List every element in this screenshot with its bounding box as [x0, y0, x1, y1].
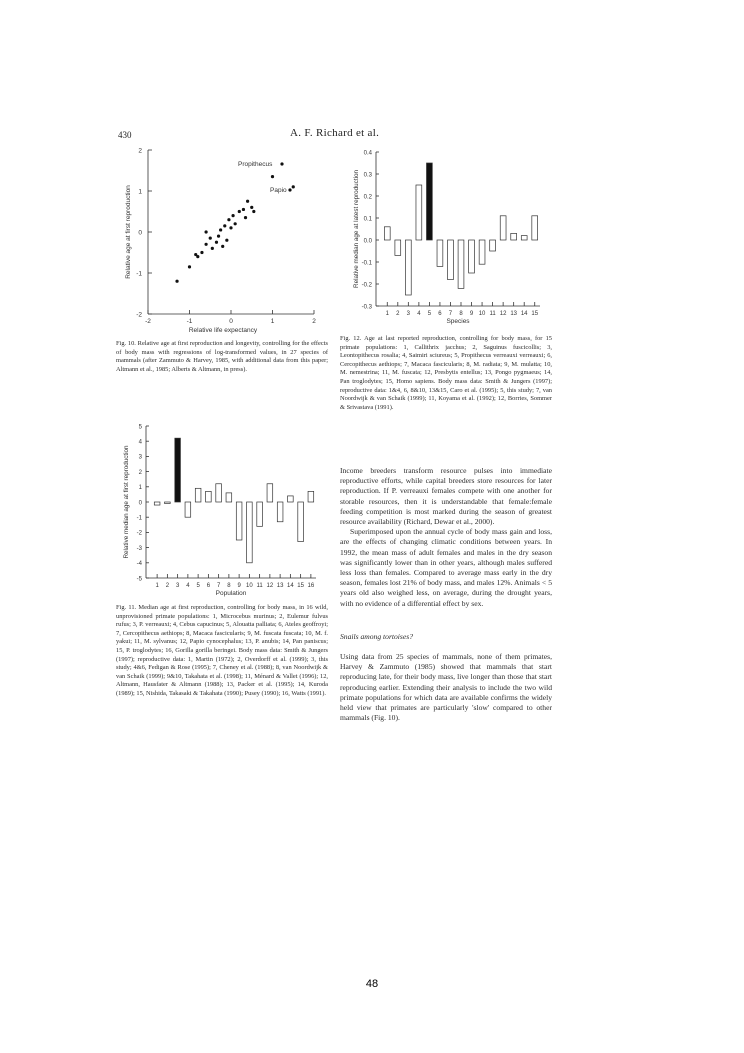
fig11-bar [206, 491, 212, 502]
fig10-data-point [209, 237, 212, 240]
fig10-y-axis-label: Relative age at first reproduction [125, 185, 132, 279]
fig10-y-tick-label: 0 [138, 229, 142, 237]
fig12-x-tick-label: 4 [417, 311, 421, 317]
fig12-x-tick-label: 14 [520, 311, 528, 317]
fig11-y-tick-label: 1 [138, 485, 142, 492]
fig10-y-tick-label: -1 [136, 270, 142, 278]
fig11-bar [288, 496, 294, 502]
body-paragraph: Income breeders transform resource pulses into immediate reproductive efforts, while capital breeders store resources for later reproduction. If P. verreauxi females compete with one another for storable resources, then it is understandable that female:female feeding competition is most marked during the season of greatest resource availability (Richard, Dewar et al., 2000). [340, 466, 552, 527]
fig10-data-point [229, 226, 232, 229]
fig12-y-tick-label: -0.2 [361, 282, 372, 289]
fig10-caption: Fig. 10. Relative age at first reproduction and longevity, controlling for the effects of body mass with regressions of log-transformed values, in 27 species of mammals (after Zammuto & Harvey, 1985, with additional data from this paper; Altmann et al., 1985; Alberts & Altmann, in press). [116, 340, 328, 373]
fig12-y-tick-label: -0.1 [361, 260, 372, 267]
fig11-bar [236, 502, 242, 540]
fig11-bar [298, 502, 304, 542]
fig11-y-tick-label: 3 [138, 454, 142, 461]
fig10-data-point [231, 214, 234, 217]
fig12-x-tick-label: 12 [499, 311, 507, 317]
body-paragraph: Superimposed upon the annual cycle of body mass gain and loss, are the effects of changing climatic conditions between years. In 1992, the mean mass of adult females and males in the dry season was significantly lower than in other years, although males suffered less loss than females. Compared to average mass early in the dry season, females lost 21% of body mass, and males 12%. Animals < 5 years old also weighed less, on average, during the drought years, with no evidence of a differential effect by sex. [340, 527, 552, 608]
fig11-bar [257, 502, 263, 526]
fig10-propithecus-point [280, 162, 283, 165]
fig11-bar [267, 484, 273, 502]
fig11-x-axis-label: Population [215, 590, 247, 597]
fig10-x-tick-label: 0 [229, 318, 233, 325]
fig11-bar [277, 502, 283, 522]
page-number: 48 [365, 978, 379, 990]
fig12-x-tick-label: 15 [531, 311, 539, 317]
fig10-x-axis-label: Relative life expectancy [188, 327, 258, 334]
fig12-x-tick-label: 5 [427, 311, 432, 317]
fig10-data-point [227, 218, 230, 221]
fig10-data-point [223, 224, 226, 227]
fig10-data-point [219, 228, 222, 231]
fig12-x-tick-label: 13 [510, 311, 518, 317]
fig12-y-tick-label: 0.3 [363, 172, 372, 179]
fig11-x-tick-label: 13 [276, 583, 284, 589]
fig10-y-tick-label: -2 [136, 311, 142, 319]
fig11-bar [195, 488, 201, 502]
fig12-bar [395, 240, 401, 255]
fig10-data-point [217, 235, 220, 238]
fig11-x-tick-label: 5 [196, 583, 200, 589]
fig12-bar [384, 227, 390, 240]
fig12-y-axis-label: Relative median age at latest reproduction [353, 170, 360, 288]
fig12-x-tick-label: 11 [489, 311, 496, 317]
fig12-bar [405, 240, 411, 295]
fig12-x-tick-label: 2 [396, 311, 400, 317]
fig10-data-point [242, 208, 245, 211]
fig10-data-point [200, 251, 203, 254]
fig12-x-axis-label: Species [446, 318, 470, 325]
body-paragraph: Using data from 25 species of mammals, none of them primates, Harvey & Zammuto (1985) showed that mammals that start reproducing late, for their body mass, live longer than those that start reproducing earlier. Extending their analysis to include the two wild primate populations for which data are available confirms the widely held view that primates are particularly 'slow' compared to other mammals (Fig. 10). [340, 652, 552, 723]
fig11-y-tick-label: -3 [136, 545, 142, 552]
fig12-bar [427, 163, 433, 240]
body-text-column [340, 466, 552, 609]
fig11-x-tick-label: 12 [266, 583, 274, 589]
fig10-data-point [188, 265, 191, 268]
fig11-y-tick-label: 2 [138, 469, 142, 476]
fig10-x-tick-label: 1 [270, 318, 275, 325]
fig10-data-point [250, 206, 253, 209]
fig12-x-tick-label: 3 [406, 311, 411, 317]
fig12-y-tick-label: 0.2 [363, 194, 372, 201]
fig12-bar [437, 240, 443, 266]
fig11-x-tick-label: 16 [307, 583, 315, 589]
fig12-x-tick-label: 6 [438, 311, 442, 317]
fig11-bar [154, 502, 160, 505]
fig11-x-tick-label: 8 [227, 583, 231, 589]
fig10-data-point [205, 230, 208, 233]
fig12-y-tick-label: 0.0 [363, 238, 372, 245]
page-header-number: 430 [118, 130, 132, 140]
fig11-bar [185, 502, 191, 517]
fig11-y-tick-label: -2 [136, 530, 142, 537]
fig12-bar [458, 240, 464, 288]
fig10-data-point [238, 210, 241, 213]
fig11-x-tick-label: 3 [175, 583, 180, 589]
fig12-bar-chart [348, 146, 548, 334]
fig11-y-tick-label: -4 [136, 561, 142, 568]
page-header-authors: A. F. Richard et al. [290, 127, 380, 139]
fig12-x-tick-label: 1 [385, 311, 389, 317]
fig11-y-tick-label: 5 [138, 424, 142, 431]
fig12-x-tick-label: 10 [478, 311, 486, 317]
fig10-data-point [225, 239, 228, 242]
fig10-x-tick-label: 2 [312, 318, 316, 325]
fig10-data-point [205, 243, 208, 246]
fig11-y-tick-label: 4 [138, 439, 142, 446]
fig12-bar [532, 216, 538, 240]
fig10-data-point [234, 222, 237, 225]
fig11-x-tick-label: 10 [246, 583, 253, 589]
fig10-data-point [244, 216, 247, 219]
fig11-x-tick-label: 15 [297, 583, 304, 589]
fig12-bar [490, 240, 496, 251]
fig11-x-tick-label: 7 [216, 583, 221, 589]
fig10-label-propithecus: Propithecus [238, 161, 273, 168]
fig11-x-tick-label: 1 [155, 583, 159, 589]
fig11-x-tick-label: 6 [206, 583, 211, 589]
fig12-caption: Fig. 12. Age at last reported reproduction, controlling for body mass, for 15 primate populations: 1, Callithrix jacchus; 2, Saguinus fuscicollis; 3, Leontopithecus rosalia; 4, Saimiri sciureus; 5, Propithecus verreauxi verreauxi; 6, Cercopithecus aethiops; 7, Macaca fascicularis; 8, M. radiata; 9, M. mulatta; 10, M. nemestrina; 11, M. fuscata; 12, Presbytis entellus; 13, Pongo pygmaeus; 14, Pan troglodytes; 15, Homo sapiens. Body mass data: Smith & Jungers (1997); reproductive data: 1&4, 6, 8&10, 13&15, Caro et al. (1995); 5, this study; 7, van Noordwijk & van Schaik (1999); 11, Koyama et al. (1992); 12, Borries, Sommer & Srivastava (1991). [340, 335, 552, 411]
fig12-x-tick-label: 9 [469, 311, 474, 317]
fig10-papio-point [288, 188, 291, 191]
fig11-bar [165, 502, 171, 504]
fig10-label-papio: Papio [270, 187, 287, 194]
fig12-x-tick-label: 8 [459, 311, 463, 317]
fig11-y-axis-label: Relative median age at first reproduction [123, 445, 130, 559]
fig11-bar [226, 493, 232, 502]
fig11-y-tick-label: -1 [136, 515, 142, 522]
fig10-data-point [271, 175, 274, 178]
fig12-x-tick-label: 7 [448, 311, 453, 317]
fig11-bar-chart [118, 420, 324, 602]
fig12-y-tick-label: 0.1 [363, 216, 372, 223]
fig10-data-point [215, 241, 218, 244]
fig11-x-tick-label: 9 [237, 583, 241, 589]
fig10-data-point [246, 200, 249, 203]
fig10-data-point [292, 185, 295, 188]
fig12-bar [416, 185, 422, 240]
fig10-data-point [211, 247, 214, 250]
fig11-caption: Fig. 11. Median age at first reproduction, controlling for body mass, in 16 wild, unprovisioned primate populations: 1, Microcebus murinus; 2, Eulemur fulvus rufus; 3, P. verreauxi; 4, Cebus capucinus; 5, Alouatta palliata; 6, Ateles geoffroyi; 7, Cercopithecus aethiops; 8, Macaca fascicularis; 9, M. fuscata fuscata; 10, M. f. yakui; 11, M. sylvanus; 12, Papio cynocephalus; 13, P. anubis; 14, Pan paniscus; 15, P. troglodytes; 16, Gorilla gorilla beringei. Body mass data: Smith & Jungers (1997); reproductive data: 1, Martin (1972); 2, Overdorff et al. (1999); 3, this study; 4&6, Fedigan & Rose (1995); 7, Cheney et al. (1988); 8, van Noordwijk & van Schaik (1999); 9&10, Takahata et al. (1998); 11, Ménard & Vallet (1996); 12, Altmann, Hausfater & Altmann (1988); 13, Packer et al. (1995); 14, Kuroda (1989); 15, Nishida, Takasaki & Takahata (1990); Pusey (1990); 16, Watts (1991). [116, 604, 328, 697]
fig10-data-point [175, 280, 178, 283]
fig10-y-tick-label: 1 [138, 188, 142, 196]
fig10-y-tick-label: 2 [138, 147, 142, 155]
fig11-y-tick-label: -5 [136, 576, 142, 583]
fig12-bar [448, 240, 454, 280]
fig11-x-tick-label: 4 [186, 583, 190, 589]
fig11-bar [175, 438, 181, 502]
fig11-x-tick-label: 11 [256, 583, 263, 589]
fig12-bar [521, 236, 527, 240]
fig12-bar [500, 216, 506, 240]
fig12-bar [511, 233, 517, 240]
section-paragraph-block [340, 652, 552, 723]
fig11-x-tick-label: 2 [165, 583, 170, 589]
fig11-bar [308, 491, 314, 502]
fig11-y-tick-label: 0 [138, 500, 142, 507]
fig12-y-tick-label: 0.4 [363, 150, 372, 157]
section-heading: Snails among tortoises? [340, 632, 413, 641]
fig11-bar [247, 502, 253, 563]
fig10-x-tick-label: -2 [145, 318, 151, 325]
fig12-y-tick-label: -0.3 [361, 304, 372, 311]
fig10-data-point [252, 210, 255, 213]
fig10-data-point [221, 245, 224, 248]
fig12-bar [479, 240, 485, 264]
fig11-bar [216, 484, 222, 502]
fig11-x-tick-label: 14 [287, 583, 294, 589]
fig10-x-tick-label: -1 [186, 318, 193, 325]
fig10-scatter-chart [118, 142, 328, 337]
fig12-bar [469, 240, 475, 273]
fig10-data-point [196, 255, 199, 258]
